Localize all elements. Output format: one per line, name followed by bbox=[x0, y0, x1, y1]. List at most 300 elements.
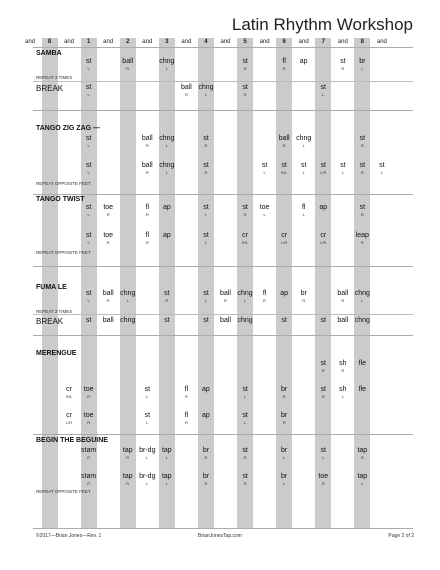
step-cell bbox=[196, 84, 216, 98]
step-name: ball bbox=[102, 290, 114, 297]
step-name: cr bbox=[281, 232, 288, 239]
foot-indicator: L bbox=[165, 481, 168, 486]
step-cell bbox=[98, 290, 118, 304]
step-cell bbox=[137, 386, 157, 400]
step-name: fl bbox=[282, 58, 286, 65]
step-cell bbox=[157, 473, 177, 487]
foot-indicator: R bbox=[243, 481, 247, 486]
foot-indicator: R bbox=[224, 298, 227, 303]
step-cell bbox=[98, 232, 118, 246]
step-name: br-dg bbox=[139, 447, 156, 454]
step-cell bbox=[294, 290, 314, 304]
step-name: st bbox=[281, 317, 287, 324]
foot-indicator: R bbox=[282, 66, 286, 71]
foot-indicator: R bbox=[243, 66, 247, 71]
foot-indicator: L bbox=[283, 481, 286, 486]
count-header: and bbox=[259, 39, 270, 45]
step-name: ball bbox=[141, 135, 153, 142]
foot-indicator: L bbox=[204, 212, 208, 217]
foot-indicator: R bbox=[106, 240, 110, 245]
step-name: br bbox=[202, 473, 210, 480]
foot-indicator: L bbox=[146, 420, 149, 425]
foot-indicator: L bbox=[283, 455, 286, 460]
step-cell bbox=[118, 290, 138, 304]
foot-indicator: L bbox=[146, 481, 149, 486]
step-name: st bbox=[85, 232, 92, 239]
step-name: chng bbox=[159, 162, 175, 169]
step-cell bbox=[274, 232, 294, 246]
step-name: chng bbox=[198, 84, 214, 91]
step-name: st bbox=[320, 386, 326, 393]
step-name: st bbox=[85, 84, 92, 91]
count-header: 8 bbox=[47, 39, 52, 45]
foot-indicator: L bbox=[87, 240, 90, 245]
foot-indicator: L bbox=[263, 212, 266, 217]
step-name: tap bbox=[357, 447, 368, 454]
step-cell bbox=[333, 386, 353, 400]
section-title: TANGO ZIG ZAG — bbox=[36, 125, 101, 132]
step-cell bbox=[196, 447, 216, 461]
foot-indicator: L bbox=[322, 92, 325, 97]
step-name: cr bbox=[66, 412, 73, 419]
step-cell bbox=[196, 290, 216, 304]
step-name: st bbox=[320, 447, 326, 454]
step-name: st bbox=[203, 317, 209, 324]
foot-indicator: L bbox=[146, 455, 149, 460]
foot-indicator: L bbox=[165, 66, 168, 71]
beat-column-band bbox=[42, 38, 58, 528]
step-cell bbox=[79, 135, 99, 149]
step-cell bbox=[333, 162, 353, 176]
step-name: tap bbox=[122, 447, 133, 454]
step-cell bbox=[274, 447, 294, 461]
step-cell bbox=[176, 386, 196, 400]
foot-indicator: R bbox=[341, 368, 345, 373]
step-name: chng bbox=[237, 317, 253, 324]
foot-indicator: R bbox=[204, 481, 208, 486]
count-header: and bbox=[64, 39, 75, 45]
foot-indicator: R bbox=[145, 143, 149, 148]
step-name: stam bbox=[81, 447, 97, 454]
step-cell bbox=[137, 135, 157, 149]
step-name: st bbox=[164, 317, 170, 324]
step-name: tap bbox=[161, 447, 172, 454]
step-cell bbox=[333, 360, 353, 374]
step-name: st bbox=[261, 162, 268, 169]
step-name: br bbox=[281, 447, 288, 454]
step-cell bbox=[137, 473, 157, 487]
foot-indicator: R bbox=[87, 420, 91, 425]
foot-indicator: L bbox=[204, 92, 208, 97]
step-name: br-dg bbox=[139, 473, 156, 480]
foot-indicator: R bbox=[145, 240, 149, 245]
step-cell bbox=[79, 386, 99, 400]
step-name: ap bbox=[202, 412, 210, 419]
step-cell bbox=[313, 473, 333, 487]
count-header: and bbox=[298, 39, 309, 45]
step-cell bbox=[157, 447, 177, 461]
step-cell bbox=[255, 204, 275, 218]
step-name: br bbox=[281, 473, 288, 480]
step-cell bbox=[235, 290, 255, 304]
foot-indicator: R bbox=[243, 455, 247, 460]
foot-indicator: R bbox=[321, 481, 325, 486]
foot-indicator: R bbox=[282, 420, 286, 425]
foot-indicator: R bbox=[302, 298, 306, 303]
step-cell bbox=[274, 317, 294, 325]
section-note: REPEAT OPPOSITE FEET bbox=[36, 181, 91, 186]
foot-indicator: L bbox=[322, 455, 325, 460]
step-cell bbox=[118, 58, 138, 72]
step-name: ap bbox=[319, 204, 328, 211]
foot-indicator: R bbox=[341, 298, 345, 303]
foot-indicator: R bbox=[184, 394, 188, 399]
foot-indicator: L bbox=[361, 481, 364, 486]
step-cell bbox=[235, 447, 255, 461]
foot-indicator: R bbox=[243, 92, 247, 97]
step-name: ball bbox=[102, 317, 114, 324]
step-name: chng bbox=[354, 290, 370, 297]
count-header: 6 bbox=[282, 39, 286, 45]
step-cell bbox=[352, 204, 372, 218]
step-name: st bbox=[203, 232, 209, 239]
step-name: st bbox=[359, 135, 366, 142]
step-name: st bbox=[242, 386, 248, 393]
step-name: fl bbox=[262, 290, 267, 297]
step-name: st bbox=[242, 58, 248, 65]
step-name: st bbox=[144, 386, 151, 393]
step-cell bbox=[157, 58, 177, 72]
foot-indicator: L bbox=[380, 170, 383, 175]
step-name: st bbox=[300, 162, 307, 169]
step-name: fl bbox=[145, 204, 150, 211]
step-cell bbox=[333, 290, 353, 304]
step-name: ap bbox=[202, 386, 210, 393]
count-header: 3 bbox=[165, 39, 169, 45]
foot-indicator: L bbox=[165, 455, 168, 460]
step-name: ball bbox=[220, 317, 231, 324]
step-name: toe bbox=[83, 386, 94, 393]
step-name: toe bbox=[83, 412, 94, 419]
step-cell bbox=[176, 412, 196, 426]
step-name: st bbox=[340, 58, 346, 65]
step-name: st bbox=[203, 162, 209, 169]
step-cell bbox=[118, 473, 138, 487]
step-name: st bbox=[242, 473, 248, 480]
step-cell bbox=[372, 162, 392, 176]
step-cell bbox=[313, 232, 333, 246]
break-label: BREAK bbox=[36, 84, 64, 93]
count-header: and bbox=[220, 39, 231, 45]
row-divider bbox=[33, 81, 413, 82]
foot-indicator: R bbox=[126, 455, 130, 460]
step-cell bbox=[294, 204, 314, 218]
foot-indicator: R bbox=[106, 212, 110, 217]
step-cell bbox=[235, 473, 255, 487]
step-cell bbox=[118, 447, 138, 461]
row-divider bbox=[33, 47, 413, 48]
step-name: st bbox=[359, 162, 366, 169]
step-name: ball bbox=[278, 135, 290, 142]
step-name: cr bbox=[242, 232, 248, 239]
step-name: st bbox=[320, 162, 326, 169]
step-name: st bbox=[164, 290, 170, 297]
step-name: st bbox=[203, 135, 209, 142]
step-cell bbox=[196, 232, 216, 246]
step-name: br bbox=[300, 290, 307, 297]
foot-indicator: R/L bbox=[241, 240, 249, 245]
step-name: br bbox=[202, 447, 210, 454]
step-cell bbox=[79, 412, 99, 426]
foot-indicator: L bbox=[87, 143, 90, 148]
foot-indicator: L bbox=[87, 212, 90, 217]
step-name: br bbox=[359, 58, 366, 65]
count-header: and bbox=[24, 39, 35, 45]
footer-divider bbox=[33, 528, 413, 529]
step-name: ball bbox=[337, 317, 349, 324]
foot-indicator: R/L bbox=[65, 394, 73, 399]
foot-indicator: L bbox=[263, 170, 266, 175]
step-name: chng bbox=[159, 135, 175, 142]
foot-indicator: L bbox=[361, 298, 364, 303]
count-header: and bbox=[376, 39, 387, 45]
step-name: st bbox=[85, 162, 92, 169]
step-cell bbox=[333, 317, 353, 325]
step-cell bbox=[79, 232, 99, 246]
step-name: chng bbox=[296, 135, 312, 142]
foot-indicator: R bbox=[282, 394, 286, 399]
step-name: cr bbox=[66, 386, 73, 393]
step-cell bbox=[196, 473, 216, 487]
step-name: br bbox=[281, 386, 288, 393]
step-name: st bbox=[320, 84, 326, 91]
foot-indicator: L bbox=[204, 298, 208, 303]
foot-indicator: R bbox=[360, 212, 364, 217]
foot-indicator: R bbox=[204, 170, 208, 175]
step-name: cr bbox=[320, 232, 327, 239]
step-cell bbox=[313, 317, 333, 325]
step-name: toe bbox=[103, 204, 114, 211]
step-name: st bbox=[359, 204, 366, 211]
count-header: 5 bbox=[243, 39, 247, 45]
section-note: REPEAT OPPOSITE FEET bbox=[36, 489, 91, 494]
step-cell bbox=[196, 135, 216, 149]
step-cell bbox=[79, 290, 99, 304]
count-header: 8 bbox=[360, 39, 365, 45]
step-cell bbox=[157, 290, 177, 304]
section-note: REPEAT OPPOSITE FEET bbox=[36, 250, 91, 255]
step-name: st bbox=[242, 204, 248, 211]
section-title: TANGO TWIST bbox=[36, 196, 85, 203]
row-divider bbox=[33, 194, 413, 195]
step-name: ball bbox=[180, 84, 192, 91]
foot-indicator: L bbox=[243, 298, 247, 303]
step-cell bbox=[313, 162, 333, 176]
row-divider bbox=[33, 110, 413, 111]
step-cell bbox=[137, 204, 157, 218]
foot-indicator: L/R bbox=[65, 420, 73, 425]
step-cell bbox=[98, 204, 118, 218]
step-cell bbox=[294, 135, 314, 149]
step-name: ball bbox=[122, 58, 134, 65]
foot-indicator: L/R bbox=[320, 170, 327, 175]
footer-page-number: Page 2 of 2 bbox=[388, 533, 414, 539]
step-cell bbox=[176, 84, 196, 98]
foot-indicator: R bbox=[106, 298, 110, 303]
section-note: REPEAT 3 TIMES bbox=[36, 309, 73, 314]
step-cell bbox=[137, 412, 157, 426]
step-name: leap bbox=[355, 232, 369, 239]
step-cell bbox=[352, 473, 372, 487]
step-cell bbox=[196, 317, 216, 325]
row-divider bbox=[33, 266, 413, 267]
foot-indicator: L bbox=[165, 170, 168, 175]
foot-indicator: R bbox=[184, 420, 188, 425]
step-cell bbox=[274, 135, 294, 149]
foot-indicator: L bbox=[87, 298, 90, 303]
count-header: 1 bbox=[86, 39, 91, 45]
step-cell bbox=[294, 58, 314, 66]
foot-indicator: R/L bbox=[281, 170, 288, 175]
step-cell bbox=[216, 290, 236, 304]
step-name: chng bbox=[120, 290, 136, 297]
foot-indicator: R bbox=[360, 240, 364, 245]
foot-indicator: R bbox=[87, 455, 91, 460]
step-name: toe bbox=[103, 232, 114, 239]
step-cell bbox=[79, 317, 99, 325]
foot-indicator: R bbox=[282, 143, 286, 148]
step-cell bbox=[157, 232, 177, 240]
step-name: st bbox=[203, 204, 209, 211]
step-name: ball bbox=[141, 162, 153, 169]
foot-indicator: R bbox=[126, 481, 130, 486]
foot-indicator: R bbox=[341, 66, 345, 71]
footer-website: BrianJonesTap.com bbox=[198, 533, 242, 539]
step-name: st bbox=[203, 290, 209, 297]
count-header: and bbox=[181, 39, 192, 45]
step-cell bbox=[352, 386, 372, 394]
step-cell bbox=[98, 317, 118, 325]
foot-indicator: L bbox=[126, 298, 129, 303]
step-cell bbox=[352, 232, 372, 246]
step-name: st bbox=[85, 135, 92, 142]
step-cell bbox=[157, 162, 177, 176]
foot-indicator: L bbox=[361, 66, 364, 71]
step-cell bbox=[196, 162, 216, 176]
step-cell bbox=[79, 204, 99, 218]
foot-indicator: L bbox=[341, 170, 344, 175]
step-cell bbox=[196, 386, 216, 394]
step-cell bbox=[352, 162, 372, 176]
foot-indicator: R bbox=[87, 394, 91, 399]
step-cell bbox=[274, 290, 294, 298]
step-name: sh bbox=[339, 360, 347, 367]
step-name: chng bbox=[120, 317, 136, 324]
step-name: st bbox=[242, 84, 248, 91]
step-name: fl bbox=[184, 386, 189, 393]
count-header: and bbox=[103, 39, 114, 45]
foot-indicator: R bbox=[204, 455, 208, 460]
step-cell bbox=[118, 317, 138, 325]
section-title: SAMBA bbox=[36, 50, 62, 57]
step-cell bbox=[196, 412, 216, 420]
foot-indicator: R bbox=[243, 212, 247, 217]
foot-indicator: L bbox=[243, 420, 247, 425]
foot-indicator: R bbox=[360, 455, 364, 460]
foot-indicator: L bbox=[87, 66, 90, 71]
step-name: ap bbox=[162, 232, 171, 239]
count-header: and bbox=[142, 39, 153, 45]
step-cell bbox=[235, 84, 255, 98]
step-cell bbox=[352, 58, 372, 72]
step-cell bbox=[137, 447, 157, 461]
step-name: ap bbox=[280, 290, 289, 297]
foot-indicator: L bbox=[243, 394, 247, 399]
step-name: tap bbox=[357, 473, 368, 480]
step-cell bbox=[313, 84, 333, 98]
step-cell bbox=[274, 473, 294, 487]
step-name: st bbox=[379, 162, 385, 169]
step-name: fl bbox=[301, 204, 306, 211]
row-divider bbox=[33, 434, 413, 435]
step-cell bbox=[352, 447, 372, 461]
step-name: st bbox=[320, 360, 326, 367]
section-title: MERENGUE bbox=[36, 350, 77, 357]
step-name: st bbox=[320, 317, 326, 324]
step-name: chng bbox=[159, 58, 175, 65]
step-name: fle bbox=[358, 360, 367, 367]
section-title: FUMA LE bbox=[36, 284, 67, 291]
footer-copyright: ©2017—Brian Jones—Rev. 1 bbox=[36, 533, 102, 539]
foot-indicator: L bbox=[302, 212, 305, 217]
foot-indicator: R bbox=[126, 66, 130, 71]
step-cell bbox=[216, 317, 236, 325]
foot-indicator: L bbox=[146, 394, 149, 399]
step-cell bbox=[313, 386, 333, 400]
step-cell bbox=[352, 317, 372, 325]
step-cell bbox=[235, 317, 255, 325]
step-cell bbox=[137, 162, 157, 176]
foot-indicator: R bbox=[321, 368, 325, 373]
foot-indicator: R bbox=[184, 92, 188, 97]
step-name: tap bbox=[122, 473, 133, 480]
step-cell bbox=[333, 58, 353, 72]
step-cell bbox=[196, 204, 216, 218]
step-cell bbox=[313, 447, 333, 461]
step-cell bbox=[157, 204, 177, 212]
step-cell bbox=[352, 290, 372, 304]
count-header: 7 bbox=[321, 39, 325, 45]
count-header: 4 bbox=[204, 39, 208, 45]
step-cell bbox=[235, 386, 255, 400]
step-cell bbox=[255, 290, 275, 304]
step-name: fl bbox=[184, 412, 189, 419]
foot-indicator: L bbox=[87, 92, 90, 97]
step-cell bbox=[137, 232, 157, 246]
page-title: Latin Rhythm Workshop bbox=[231, 15, 413, 34]
foot-indicator: R bbox=[165, 298, 169, 303]
step-name: st bbox=[85, 317, 92, 324]
foot-indicator: L bbox=[302, 143, 305, 148]
break-label: BREAK bbox=[36, 317, 64, 326]
step-name: fl bbox=[145, 232, 150, 239]
foot-indicator: R bbox=[145, 170, 149, 175]
step-cell bbox=[274, 412, 294, 426]
step-name: chng bbox=[237, 290, 253, 297]
step-cell bbox=[313, 204, 333, 212]
step-cell bbox=[59, 412, 79, 426]
step-cell bbox=[157, 135, 177, 149]
